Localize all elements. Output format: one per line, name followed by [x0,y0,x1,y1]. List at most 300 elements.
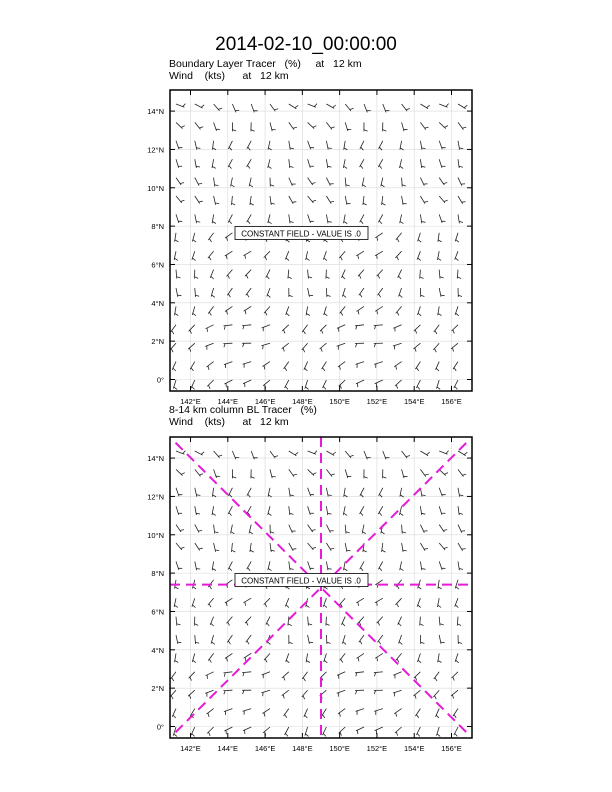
panel-2-wind-barb-192 [171,672,176,681]
panel-1-wind-barb-252 [395,380,402,389]
panel-2-wind-barb-46 [439,488,446,497]
panel-2-wind-barb-232 [322,709,327,718]
panel-2-wind-barb-146 [210,617,214,626]
panel-1-wind-barb-84 [250,196,254,205]
panel-1-wind-barb-230 [284,362,289,371]
panel-1-wind-barb-144 [176,270,181,279]
panel-2-wind-barb-20 [251,469,255,478]
panel-1-wind-barb-17 [195,122,203,129]
panel-1-wind-barb-234 [356,362,365,368]
panel-2-wind-barb-61 [420,506,425,515]
panel-1-wind-barb-237 [415,362,420,371]
panel-2-x-tick-label-1: 144°E [217,744,239,753]
panel-1-wind-barb-212 [242,343,251,347]
panel-2-wind-barb-197 [262,672,270,679]
panel-2-y-tick-label-1: 2°N [151,684,164,694]
panel-1-wind-barb-18 [214,122,220,130]
panel-1-x-tick-label-1: 144°E [217,397,239,406]
panel-1-wind-barb-59 [378,159,383,168]
panel-1-wind-barb-139 [375,251,383,259]
panel-2-wind-barb-30 [439,469,448,475]
panel-2-wind-barb-213 [261,690,270,696]
panel-1-wind-barb-98 [212,214,216,223]
panel-2-wind-barb-24 [326,469,334,476]
panel-2-wind-barb-244 [243,727,251,734]
panel-1-y-tick-label-0: 0° [156,375,164,385]
panel-1-wind-barb-93 [420,196,428,204]
panel-1-wind-barb-32 [176,141,182,150]
panel-2-x-tick-label-7: 156°E [441,744,462,753]
panel-2-wind-barb-104 [326,561,331,570]
panel-1-wind-barb-66 [214,178,219,187]
panel-2-wind-barb-23 [308,469,317,475]
panel-2-wind-barb-59 [378,506,383,515]
panel-2-wind-barb-162 [211,635,215,644]
panel-1-wind-barb-113 [192,233,196,242]
panel-2-plot [147,437,472,753]
panel-1-wind-barb-244 [243,380,251,387]
panel-1-wind-barb-174 [439,288,444,297]
panel-2-x-tick-label-4: 150°E [329,744,350,753]
panel-2-wind-barb-80 [176,543,184,550]
panel-1-wind-barb-141 [417,251,421,260]
panel-2-wind-barb-38 [289,488,294,497]
panel-2-wind-barb-223 [451,690,458,698]
panel-1-title-line-2: Wind (kts) at 12 km [169,70,289,82]
panel-1-wind-barb-169 [342,288,346,297]
panel-1-wind-barb-110 [439,214,445,223]
panel-1-wind-barb-182 [286,306,290,315]
panel-1-wind-barb-36 [247,141,251,150]
panel-2-wind-barb-178 [208,653,213,662]
panel-2-wind-barb-229 [263,709,271,717]
panel-2-wind-barb-209 [188,690,195,699]
panel-1-wind-barb-222 [433,343,439,352]
panel-1-wind-barb-15 [458,104,467,109]
panel-1-wind-barb-246 [285,380,289,389]
panel-2-wind-barb-106 [360,561,364,570]
panel-1-wind-barb-158 [439,270,444,279]
panel-1-wind-barb-127 [455,233,459,242]
panel-1-wind-barb-101 [268,214,272,223]
panel-1-wind-barb-94 [439,196,447,203]
panel-1-wind-barb-254 [437,380,441,389]
panel-1-wind-barb-2 [214,104,223,111]
panel-1-wind-barb-88 [326,196,334,204]
panel-1-wind-barb-34 [212,141,216,150]
panel-1-wind-barb-193 [189,325,195,334]
panel-1-wind-barb-206 [434,325,439,334]
panel-2-wind-barb-171 [378,635,383,644]
panel-2-x-tick-label-6: 154°E [403,744,425,753]
panel-1-wind-barb-168 [326,288,330,297]
panel-1-wind-barb-177 [192,306,196,315]
panel-1-wind-barb-153 [342,270,346,279]
panel-1-wind-barb-126 [438,233,442,242]
panel-2-wind-barb-140 [396,598,402,607]
panel-2-wind-barb-245 [263,727,270,735]
panel-1-x-tick-label-7: 156°E [441,397,462,406]
panel-1-wind-barb-75 [381,178,385,187]
panel-1-wind-barb-85 [270,196,275,205]
panel-2-wind-barb-35 [228,488,232,497]
panel-2-wind-barb-101 [268,561,272,570]
panel-1-wind-barb-128 [174,251,178,260]
panel-2-wind-barb-44 [400,488,404,497]
panel-2-wind-barb-87 [308,543,316,550]
panel-1-wind-barb-64 [176,178,184,185]
panel-1-wind-barb-248 [323,380,327,389]
panel-1-wind-barb-52 [247,159,252,168]
panel-2-wind-barb-56 [326,506,331,515]
panel-1-wind-barb-191 [455,306,459,315]
panel-1-wind-barb-23 [308,122,317,128]
panel-1-wind-barb-46 [439,141,446,150]
panel-2-wind-barb-219 [374,690,383,694]
panel-2-wind-barb-5 [270,451,278,458]
panel-2-wind-barb-242 [207,727,213,736]
panel-1-wind-barb-76 [402,178,406,187]
panel-1-wind-barb-207 [452,325,459,334]
panel-1-wind-barb-165 [267,288,271,297]
panel-2-wind-barb-51 [228,506,232,515]
panel-2-y-tick-label-6: 12°N [147,492,164,502]
panel-2-wind-barb-13 [420,451,429,456]
panel-2-wind-barb-153 [342,617,346,626]
panel-1-wind-barb-24 [326,122,334,129]
panel-1-wind-barb-82 [214,196,220,205]
panel-1-wind-barb-200 [320,325,326,334]
panel-2-wind-barb-198 [282,672,289,681]
panel-2-wind-barb-93 [420,543,428,551]
panel-1-wind-barb-142 [437,251,441,260]
panel-1-y-tick-label-6: 12°N [147,145,164,155]
panel-1-wind-barb-162 [211,288,215,297]
panel-1-wind-barb-60 [400,159,404,168]
panel-2-wind-barb-98 [212,561,216,570]
panel-2-wind-barb-138 [356,598,364,606]
panel-1-wind-barb-242 [207,380,213,389]
panel-1-plot [147,90,472,406]
figure-title: 2014-02-10_00:00:00 [215,34,397,55]
panel-1-wind-barb-69 [270,178,274,187]
panel-1-wind-barb-1 [195,104,204,108]
panel-2-wind-barb-202 [355,672,364,677]
panel-2-wind-barb-16 [176,469,185,475]
panel-1-wind-barb-91 [382,196,386,205]
panel-2-y-tick-label-3: 6°N [151,607,164,617]
panel-2-y-tick-label-7: 14°N [147,454,164,464]
panel-2-wind-barb-2 [214,451,223,458]
panel-1-wind-barb-130 [208,251,214,260]
panel-1-wind-barb-208 [170,343,176,352]
panel-2-wind-barb-185 [340,653,346,662]
panel-1-wind-barb-229 [263,362,271,370]
panel-2-wind-barb-194 [206,672,214,679]
panel-1-wind-barb-214 [282,343,289,351]
panel-1-wind-barb-109 [420,214,425,223]
panel-2-y-tick-label-5: 10°N [147,530,164,540]
panel-1-wind-barb-209 [188,343,195,352]
panel-2-wind-barb-83 [232,543,236,552]
panel-1-wind-barb-243 [224,380,232,387]
panel-2-wind-barb-28 [402,469,408,478]
panel-1-wind-barb-125 [418,233,422,242]
panel-1-wind-barb-70 [289,178,296,186]
panel-2-wind-barb-237 [415,709,420,718]
panel-1-wind-barb-232 [322,362,327,371]
panel-1-wind-barb-37 [268,141,272,150]
panel-2-wind-barb-239 [453,709,458,718]
panel-2-wind-barb-32 [176,488,182,497]
panel-1-wind-barb-132 [243,251,251,259]
panel-1-wind-barb-167 [308,288,313,297]
panel-1-wind-barb-92 [402,196,407,205]
panel-2-wind-barb-206 [434,672,439,681]
panel-1-field-label: CONSTANT FIELD - VALUE IS .0 [241,229,361,239]
panel-2-wind-barb-134 [285,598,289,607]
panel-1-wind-barb-233 [338,362,345,370]
panel-1-wind-barb-188 [396,306,402,315]
panel-2-wind-barb-177 [192,653,196,662]
panel-1-wind-barb-228 [243,362,252,368]
panel-1-wind-barb-148 [245,270,251,279]
panel-1-wind-barb-62 [439,159,445,168]
panel-1-wind-barb-83 [232,196,236,205]
panel-2-wind-barb-71 [308,525,316,532]
panel-2-wind-barb-103 [308,561,314,570]
panel-1-wind-barb-14 [439,104,448,108]
panel-1-wind-barbs [170,104,467,390]
panel-2-wind-barb-95 [458,543,466,551]
panel-2-wind-barb-92 [402,543,407,552]
panel-2-wind-barb-189 [418,653,422,662]
panel-1-wind-barb-44 [400,141,404,150]
panel-1-wind-barb-99 [228,214,232,223]
panel-2-x-tick-label-0: 142°E [180,744,201,753]
panel-2-wind-barb-139 [375,598,383,606]
panel-1-wind-barb-50 [212,159,216,168]
panel-1-wind-barb-199 [302,325,307,334]
panel-1-wind-barb-186 [357,306,365,314]
panel-2-wind-barb-234 [356,709,365,715]
panel-2-wind-barb-174 [439,635,444,644]
panel-1-wind-barb-0 [176,104,185,108]
panel-1-wind-barb-129 [192,251,196,260]
panel-2-wind-barb-97 [195,561,200,570]
panel-1-wind-barb-81 [195,196,203,204]
panel-1-wind-barb-149 [266,270,270,279]
panel-2-wind-barb-15 [458,451,467,456]
panel-2-wind-barb-47 [458,488,463,497]
panel-1-wind-barb-203 [374,325,383,330]
panel-1-wind-barb-97 [195,214,200,223]
panel-1-wind-barb-63 [458,159,463,168]
panel-2-title-line-1: 8-14 km column BL Tracer (%) [169,404,317,416]
panel-1-wind-barb-198 [282,325,289,334]
panel-1-y-tick-label-3: 6°N [151,260,164,270]
panel-1-wind-barb-89 [345,196,350,205]
panel-1-wind-barb-146 [210,270,214,279]
panel-1-y-tick-label-5: 10°N [147,183,164,193]
panel-1-wind-barb-152 [326,270,330,279]
panel-1-frame [170,90,472,391]
panel-1-wind-barb-65 [195,178,202,186]
panel-1-wind-barb-239 [453,362,458,371]
panel-1-wind-barb-197 [262,325,270,332]
panel-2-x-tick-label-2: 146°E [254,744,276,753]
panel-2-wind-barb-156 [398,617,402,626]
panel-2-y-tick-label-2: 4°N [151,645,164,655]
panel-1-wind-barb-7 [308,104,317,108]
panel-2-wind-barb-133 [264,598,270,607]
panel-2-wind-barb-159 [457,617,461,626]
panel-2-wind-barb-161 [195,635,199,644]
panel-2-wind-barb-220 [393,690,402,696]
panel-2-wind-barb-67 [231,525,235,534]
panel-1-x-tick-label-6: 154°E [403,397,425,406]
panel-1-wind-barb-187 [375,306,383,314]
panel-2-x-tick-label-5: 152°E [366,744,388,753]
panel-2-wind-barb-62 [439,506,445,515]
panel-2-wind-barb-193 [189,672,195,681]
panel-1-wind-barb-67 [231,178,235,187]
panel-2-field-label: CONSTANT FIELD - VALUE IS .0 [241,576,361,586]
panel-1-wind-barb-160 [176,288,181,297]
panel-1-x-tick-label-0: 142°E [180,397,201,406]
panel-2-wind-barb-182 [286,653,290,662]
panel-2-wind-barb-48 [176,506,182,515]
panel-1-wind-barb-30 [439,122,448,128]
panel-2-wind-barb-31 [458,469,466,476]
panel-1-wind-barb-250 [356,380,364,387]
panel-1-wind-barb-79 [458,178,465,186]
panel-1-wind-barb-114 [208,233,213,242]
panel-1-wind-barb-16 [176,122,185,128]
panel-2-wind-barb-155 [377,617,383,626]
panel-1-wind-barb-190 [438,306,442,315]
panel-2-wind-barb-55 [308,506,314,515]
panel-2-wind-barb-164 [246,635,251,644]
panel-2-wind-barb-81 [195,543,203,551]
panel-2-wind-barb-74 [362,525,366,534]
panel-1-x-tick-label-5: 152°E [366,397,388,406]
panel-2-wind-barb-207 [452,672,459,681]
panel-1-wind-barb-5 [270,104,278,111]
panel-1-wind-barb-41 [344,141,348,150]
panel-1-wind-barb-72 [326,178,333,186]
panel-2-wind-barb-131 [225,598,233,606]
panel-2-wind-barb-33 [195,488,201,497]
panel-1-wind-barb-178 [208,306,213,315]
panel-1-wind-barb-107 [378,214,382,223]
panel-2-wind-barb-228 [243,709,252,715]
panel-1-wind-barb-159 [457,270,461,279]
panel-1-wind-barb-157 [420,270,424,279]
panel-1-wind-barb-80 [176,196,184,203]
panel-1-wind-barb-134 [285,251,289,260]
panel-2-wind-barb-233 [338,709,345,717]
panel-1-wind-barb-47 [458,141,463,150]
panel-2-wind-barb-247 [305,727,309,736]
panel-1-wind-barb-192 [171,325,176,334]
panel-1-wind-barb-219 [374,343,383,347]
panel-1-wind-barb-49 [195,159,200,168]
panel-1-wind-barb-194 [206,325,214,332]
panel-1-x-tick-label-4: 150°E [329,397,350,406]
panel-2-wind-barb-148 [245,617,251,626]
panel-1-wind-barb-9 [345,104,353,111]
panel-2-wind-barb-100 [247,561,252,570]
panel-2-wind-barb-57 [343,506,347,515]
panel-2-wind-barb-76 [402,525,406,534]
panel-2-wind-barb-58 [360,506,364,515]
panel-1-wind-barb-56 [326,159,331,168]
panel-2-wind-barb-79 [458,525,465,533]
panel-2-wind-barb-160 [176,635,181,644]
panel-2-wind-barb-65 [195,525,202,533]
panel-1-wind-barb-112 [175,233,179,242]
panel-1-wind-barb-145 [195,270,199,279]
panel-2-wind-barb-168 [326,635,330,644]
panel-2-wind-barb-88 [326,543,334,551]
panel-1-wind-barb-245 [263,380,270,388]
panel-2-wind-barb-70 [289,525,296,533]
panel-2-wind-barb-96 [176,561,182,570]
panel-2-wind-barb-36 [247,488,251,497]
panel-1-wind-barb-8 [326,104,335,108]
panel-2-wind-barb-94 [439,543,447,550]
panel-2-wind-barb-224 [172,709,176,718]
panel-2-wind-barb-102 [289,561,294,570]
panel-2-wind-barb-172 [399,635,403,644]
panel-2-wind-barb-43 [379,488,383,497]
panel-2-wind-barb-169 [342,635,346,644]
panel-1-wind-barb-38 [289,141,294,150]
panel-2-title-line-2: Wind (kts) at 12 km [169,416,289,428]
panel-2-wind-barb-53 [268,506,272,515]
panel-1-wind-barb-218 [355,343,364,347]
panel-1-wind-barb-213 [261,343,270,349]
panel-2-wind-barb-184 [324,653,328,662]
panel-2-wind-barb-186 [357,653,365,661]
panel-2-wind-barb-111 [458,561,463,570]
panel-1-wind-barb-104 [326,214,331,223]
panel-2-wind-barb-235 [374,709,383,715]
panel-2-wind-barb-25 [345,469,351,478]
panel-1-wind-barb-172 [399,288,403,297]
panel-1-wind-barb-21 [270,122,276,131]
panel-1-wind-barb-35 [228,141,232,150]
panel-1-wind-barb-28 [402,122,408,131]
panel-2-y-tick-label-4: 8°N [151,569,164,579]
panel-1-wind-barb-53 [268,159,272,168]
panel-2-wind-barb-109 [420,561,425,570]
panel-2-wind-barb-152 [326,617,330,626]
panel-1-wind-barb-173 [420,288,424,297]
panel-2-wind-barb-89 [345,543,350,552]
panel-2-wind-barb-166 [289,635,293,644]
panel-2-wind-barb-218 [355,690,364,694]
panel-1-wind-barb-253 [416,380,420,389]
panel-1-wind-barb-137 [339,251,345,260]
panel-1-wind-barb-156 [398,270,402,279]
panel-1-wind-barb-13 [420,104,429,109]
panel-2-wind-barb-157 [420,617,424,626]
panel-2-wind-barb-29 [420,469,428,476]
panel-1-wind-barb-202 [355,325,364,330]
panel-2-wind-barb-253 [416,727,420,736]
